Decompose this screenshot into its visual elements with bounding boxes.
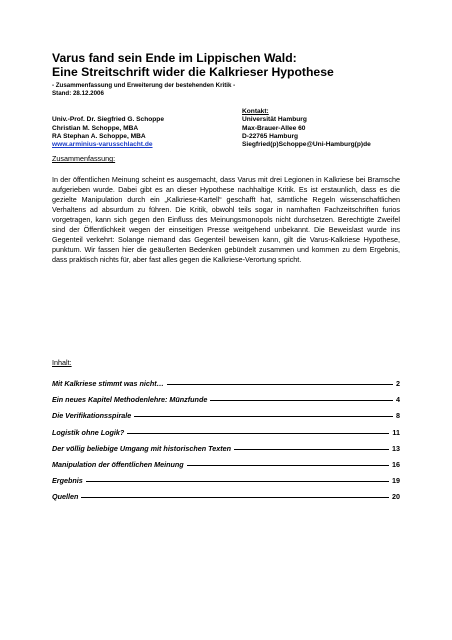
toc-leader xyxy=(127,433,389,434)
contents-heading: Inhalt: xyxy=(52,358,72,367)
toc-entry-title: Quellen xyxy=(52,492,79,502)
toc-entry-title: Manipulation der öffentlichen Meinung xyxy=(52,459,184,469)
toc-leader xyxy=(187,465,389,466)
toc-entry-title: Logistik ohne Logik? xyxy=(52,427,125,437)
toc-entry-title: Ein neues Kapitel Methodenlehre: Münzfunde xyxy=(52,395,208,405)
toc-entry-page: 19 xyxy=(392,476,400,486)
summary-heading: Zusammenfassung: xyxy=(52,154,116,163)
document-subtitle xyxy=(52,82,412,98)
toc-entry-page: 11 xyxy=(392,427,400,437)
subtitle-text: - Zusammenfassung und Erweiterung der bestehenden Kritik - xyxy=(52,82,236,89)
toc-entry-page: 8 xyxy=(396,411,400,421)
toc-leader xyxy=(210,400,393,401)
toc-entry[interactable] xyxy=(52,476,400,492)
author-block xyxy=(52,108,164,149)
toc-leader xyxy=(134,416,393,417)
author-3: RA Stephan A. Schoppe, MBA xyxy=(52,132,146,140)
toc-entry-page: 16 xyxy=(392,459,400,469)
document-date: Stand: 28.12.2006 xyxy=(52,90,104,97)
summary-text: In der öffentlichen Meinung scheint es ausgemacht, dass Varus mit drei Legionen in Kalkriese bei Bramsche aufgerieben wurde. Dabei gibt es an dieser Hypothese nachhaltige Kritik. Es ist erstaunlich, dass es die gezielte Manipulation durch ein „Kalkriese-Kartell“ geschafft hat, sämtliche Regeln wissenschaftlichen Verhaltens ad absurdum zu führen. Die Kritik, obwohl teils sogar in namhaften Fachzeitschriften furios vorgetragen, kann sich gegen den Einfluss des Meinungsmonopols nicht durchsetzen. Berechtigte Zweifel sind der Öffentlichkeit wegen der einseitigen Presse weitgehend unbekannt. Die Beweislast wurde ins Gegenteil verkehrt: Solange niemand das Gegenteil beweisen kann, gilt die Varus-Kalkriese Hypothese, punktum. Wir fassen hier die geäußerten Bedenken gebündelt zusammen und kommen zu dem Ergebnis, dass praktisch nichts für, aber fast alles gegen die Kalkriese-Verortung spricht. xyxy=(52,175,400,264)
toc-leader xyxy=(167,384,393,385)
toc-entry[interactable] xyxy=(52,460,400,476)
toc-entry-page: 2 xyxy=(396,379,400,388)
contact-email: Siegfried(p)Schoppe@Uni-Hamburg(p)de xyxy=(242,141,371,149)
toc-leader xyxy=(86,481,389,482)
toc-entry-page: 20 xyxy=(392,492,400,502)
author-1: Univ.-Prof. Dr. Siegfried G. Schoppe xyxy=(52,116,164,124)
toc-leader xyxy=(81,497,389,498)
document-title xyxy=(52,51,412,79)
contact-city: D-22765 Hamburg xyxy=(242,132,299,140)
toc-entry[interactable] xyxy=(52,444,400,460)
toc-entry[interactable] xyxy=(52,379,400,395)
contact-label: Kontakt: xyxy=(242,108,269,115)
toc-entry-title: Die Verifikationsspirale xyxy=(52,411,132,421)
toc-entry[interactable] xyxy=(52,395,400,411)
toc-entry-page: 4 xyxy=(396,395,400,405)
contact-street: Max-Brauer-Allee 60 xyxy=(242,124,306,132)
toc-entry[interactable] xyxy=(52,492,400,508)
author-2: Christian M. Schoppe, MBA xyxy=(52,124,139,132)
contact-org: Universität Hamburg xyxy=(242,116,307,124)
toc-entry-title: Ergebnis xyxy=(52,476,83,486)
website-link[interactable]: www.arminius-varusschlacht.de xyxy=(52,141,153,149)
title-line-1: Varus fand sein Ende im Lippischen Wald: xyxy=(52,51,297,65)
toc-entry-title: Der völlig beliebige Umgang mit historischen Texten xyxy=(52,443,232,453)
toc-entry-title: Mit Kalkriese stimmt was nicht… xyxy=(52,379,164,388)
toc-entry[interactable] xyxy=(52,411,400,427)
title-line-2: Eine Streitschrift wider die Kalkrieser Hypothese xyxy=(52,65,334,79)
table-of-contents xyxy=(52,379,400,509)
contact-block xyxy=(242,108,371,149)
toc-entry[interactable] xyxy=(52,428,400,444)
toc-entry-page: 13 xyxy=(392,443,400,453)
toc-leader xyxy=(234,449,389,450)
